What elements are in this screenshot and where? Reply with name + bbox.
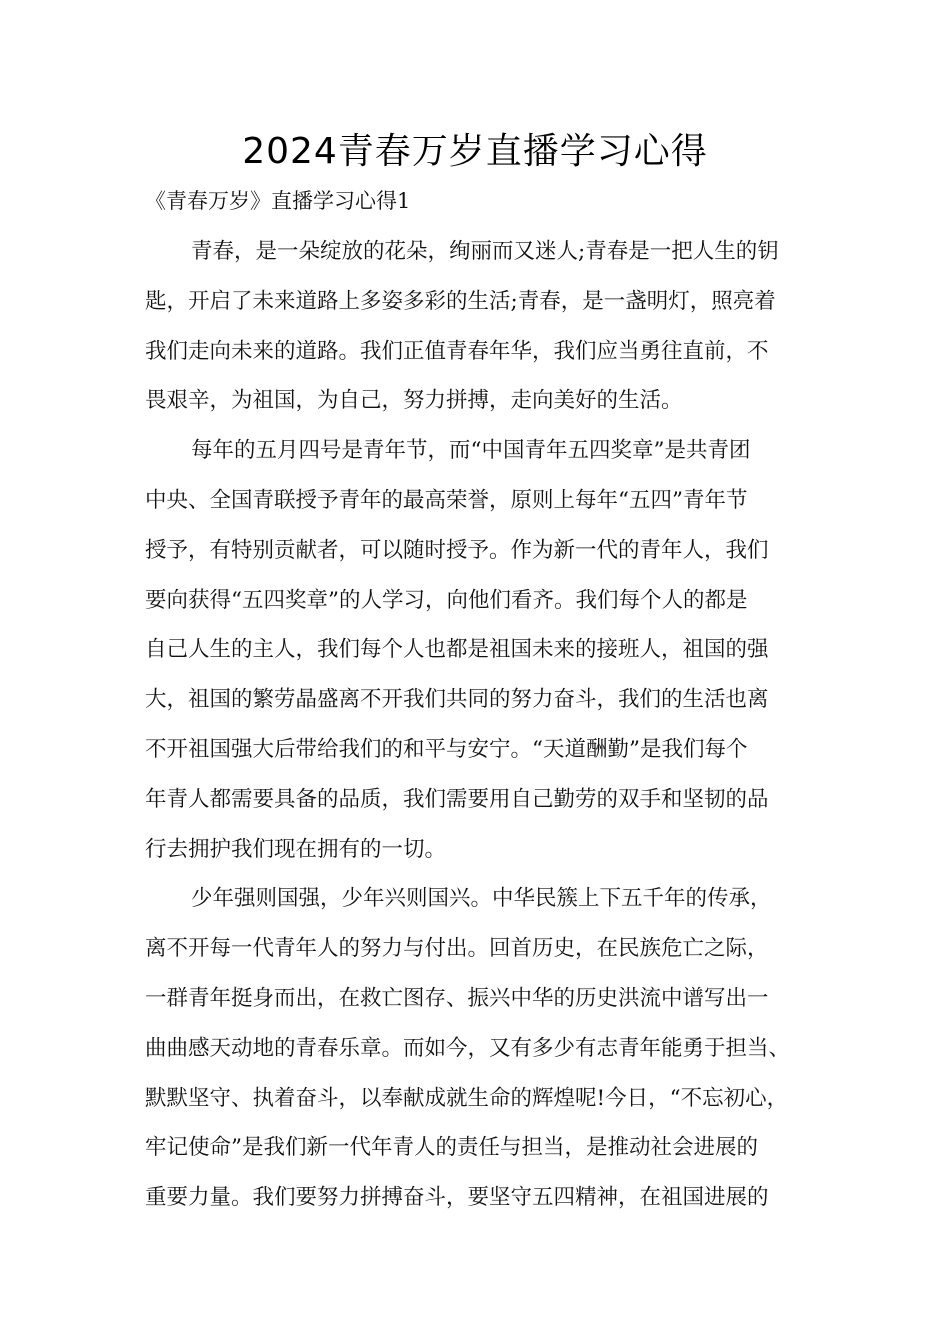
paragraph-3	[145, 879, 810, 1228]
paragraph-line: 畏艰辛，为祖国，为自己，努力拼搏，走向美好的生活。	[145, 388, 683, 414]
paragraph-line: 大，祖国的繁劳晶盛离不开我们共同的努力奋斗，我们的生活也离	[145, 687, 769, 713]
paragraph-2	[145, 431, 810, 879]
paragraph-line: 牢记使命”是我们新一代年青人的责任与担当，是推动社会进展的	[145, 1135, 758, 1161]
paragraph-line: 授予，有特别贡献者，可以随时授予。作为新一代的青年人，我们	[145, 537, 769, 563]
paragraph-1	[145, 232, 810, 431]
document-body	[145, 232, 810, 1228]
paragraph-line: 每年的五月四号是青年节，而“中国青年五四奖章”是共青团	[191, 438, 751, 464]
paragraph-line: 不开祖国强大后带给我们的和平与安宁。“天道酬勤”是我们每个	[145, 736, 748, 762]
paragraph-line: 要向获得“五四奖章”的人学习，向他们看齐。我们每个人的都是	[145, 587, 748, 613]
paragraph-line: 年青人都需要具备的品质，我们需要用自己勤劳的双手和坚韧的品	[145, 786, 769, 812]
paragraph-line: 自己人生的主人，我们每个人也都是祖国未来的接班人，祖国的强	[145, 637, 769, 663]
paragraph-line: 行去拥护我们现在拥有的一切。	[145, 836, 447, 862]
paragraph-line: 一群青年挺身而出，在救亡图存、振兴中华的历史洪流中谱写出一	[145, 985, 769, 1011]
paragraph-line: 青春，是一朵绽放的花朵，绚丽而又迷人;青春是一把人生的钥	[191, 239, 779, 264]
paragraph-line: 匙，开启了未来道路上多姿多彩的生活;青春，是一盏明灯，照亮着	[145, 288, 776, 314]
document-title: 2024青春万岁直播学习心得	[242, 131, 708, 172]
paragraph-line: 少年强则国强，少年兴则国兴。中华民簇上下五千年的传承，	[191, 886, 772, 912]
paragraph-line: 离不开每一代青年人的努力与付出。回首历史，在民族危亡之际，	[145, 936, 769, 962]
paragraph-line: 默默坚守、执着奋斗，以奉献成就生命的辉煌呢!今日，“不忘初心，	[145, 1085, 789, 1111]
paragraph-line: 中央、全国青联授予青年的最高荣誉，原则上每年“五四”青年节	[145, 487, 748, 513]
paragraph-line: 我们走向未来的道路。我们正值青春年华，我们应当勇往直前，不	[145, 338, 769, 364]
document-subtitle: 《青春万岁》直播学习心得1	[145, 189, 411, 213]
paragraph-line: 曲曲感天动地的青春乐章。而如今，又有多少有志青年能勇于担当、	[145, 1035, 791, 1061]
paragraph-line: 重要力量。我们要努力拼搏奋斗，要坚守五四精神，在祖国进展的	[145, 1185, 769, 1211]
